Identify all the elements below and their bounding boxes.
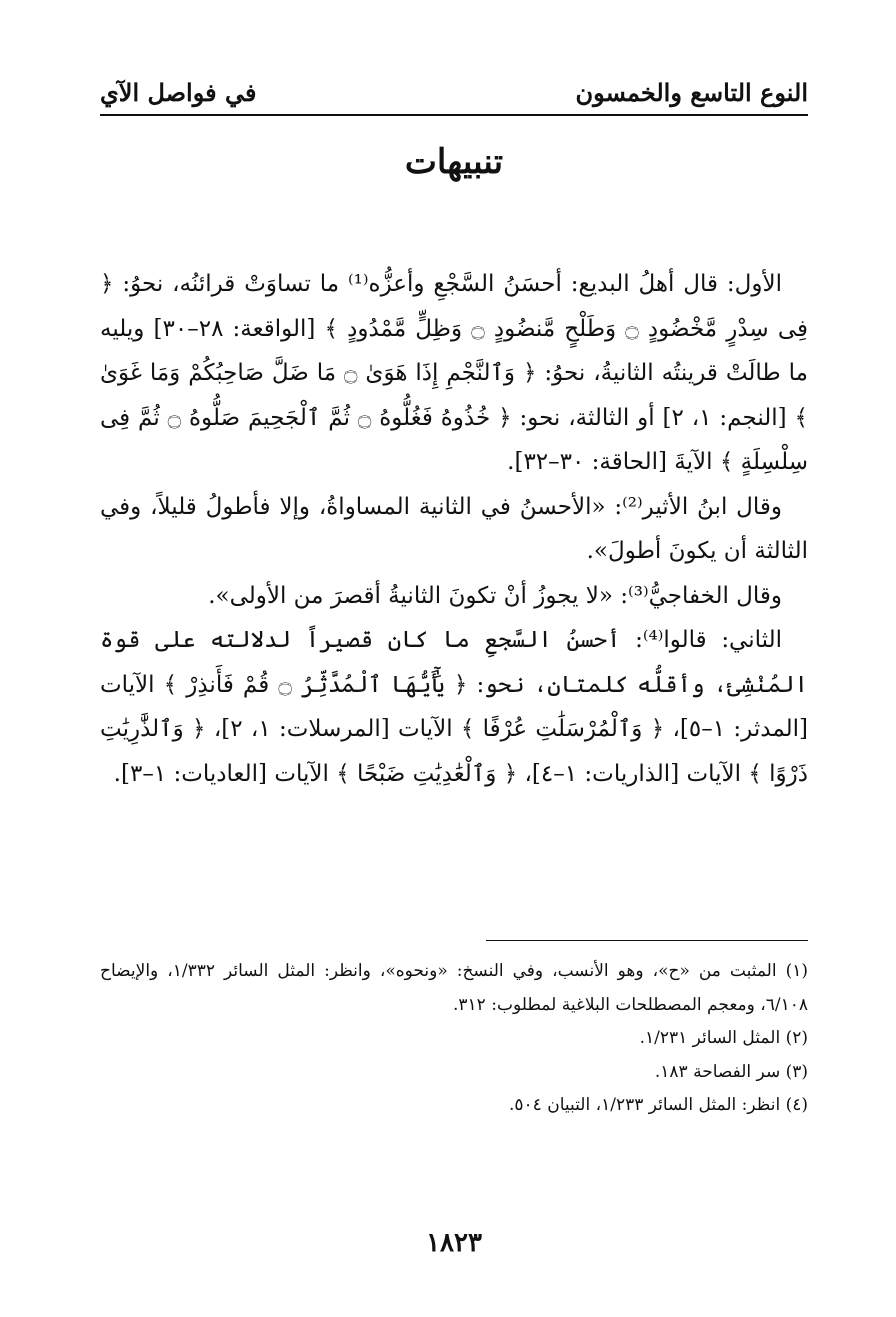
paragraph-ibn-athir: وقال ابنُ الأثير⁽²⁾: «الأحسنُ في الثانية المساواةُ، وإلا فأطولُ قليلاً، وفي الثالثة أن يكونَ أطولَ». (100, 493, 808, 564)
body-text (100, 262, 808, 796)
paragraph-second-note: الثاني: قالوا⁽⁴⁾: أحسنُ السَّجعِ ما كان قصيراً لدلالته على قوة المُنْشِئ، وأقلُّه كلمتان، نحو: ﴿ يَٰٓأَيُّهَا ٱلْمُدَّثِّرُ ۝ قُمْ فَأَنذِرْ ﴾ الآيات [المدثر: ١–٥]، ﴿ وَٱلْمُرْسَلَٰتِ عُرْفًا ﴾ الآيات [المرسلات: ١، ٢]، ﴿ وَٱلذَّٰرِيَٰتِ ذَرْوًا ﴾ الآيات [الذاريات: ١–٤]، ﴿ وَٱلْعَٰدِيَٰتِ ضَبْحًا ﴾ الآيات [العاديات: ١–٣]. (100, 627, 808, 787)
section-title: تنبيهات (404, 142, 504, 182)
page-number: ١٨٢٣ (426, 1228, 482, 1258)
footnote-1: (١) المثبت من «ح»، وهو الأنسب، وفي النسخ: «ونحوه»، وانظر: المثل السائر ١/٣٣٢، والإيضاح ٦/١٠٨، ومعجم المصطلحات البلاغية لمطلوب: ٣١٢. (100, 961, 808, 1015)
header-rule (100, 114, 808, 116)
footnote-4: (٤) انظر: المثل السائر ١/٢٣٣، التبيان ٥٠٤. (509, 1095, 808, 1115)
footnotes (100, 955, 808, 1123)
footnote-2: (٢) المثل السائر ١/٢٣١. (639, 1028, 808, 1048)
header-topic-title: في فواصل الآي (100, 77, 257, 107)
footnote-rule (486, 940, 808, 941)
header-chapter-title: النوع التاسع والخمسون (575, 77, 808, 107)
paragraph-khafaji: وقال الخفاجيُّ⁽³⁾: «لا يجوزُ أنْ تكونَ الثانيةُ أقصرَ من الأولى». (208, 582, 782, 609)
footnote-3: (٣) سر الفصاحة ١٨٣. (654, 1061, 808, 1082)
paragraph-first-note: الأول: قال أهلُ البديع: أحسَنُ السَّجْعِ وأعزُّه⁽¹⁾ ما تساوَتْ قرائنُه، نحوُ: ﴿ فِى سِدْرٍ مَّخْضُودٍ ۝ وَطَلْحٍ مَّنضُودٍ ۝ وَظِلٍّ مَّمْدُودٍ ﴾ [الواقعة: ٢٨–٣٠] ويليه ما طالَتْ قرينتُه الثانيةُ، نحوُ: ﴿ وَٱلنَّجْمِ إِذَا هَوَىٰ ۝ مَا ضَلَّ صَاحِبُكُمْ وَمَا غَوَىٰ ﴾ [النجم: ١، ٢] أو الثالثة، نحو: ﴿ خُذُوهُ فَغُلُّوهُ ۝ ثُمَّ ٱلْجَحِيمَ صَلُّوهُ ۝ ثُمَّ فِى سِلْسِلَةٍ ﴾ الآيةَ [الحاقة: ٣٠–٣٢]. (100, 271, 808, 475)
running-header (100, 72, 808, 112)
